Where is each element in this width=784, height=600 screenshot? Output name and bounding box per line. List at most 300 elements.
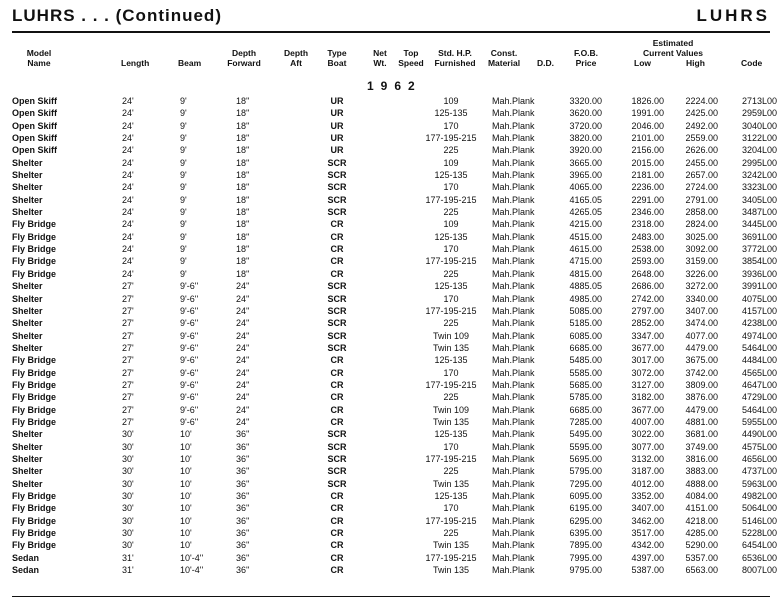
brand-name: LUHRS <box>696 6 770 25</box>
std-hp-cell: 125-135 <box>434 170 468 181</box>
std-hp-cell: 125-135 <box>434 355 468 366</box>
beam-cell: 9' <box>180 231 187 242</box>
type-boat-cell: CR <box>330 552 344 563</box>
table-row <box>0 367 784 379</box>
model-name-cell: Open Skiff <box>12 120 58 131</box>
depth-forward-cell: 18'' <box>236 256 250 267</box>
fob-price-cell: 5795.00 <box>569 466 602 477</box>
depth-forward-cell: 24'' <box>236 305 250 316</box>
fob-price-cell: 6195.00 <box>569 503 602 514</box>
fob-price-cell: 6685.00 <box>569 404 602 415</box>
model-name-cell: Fly Bridge <box>12 219 57 230</box>
type-boat-cell: CR <box>330 565 344 576</box>
code-cell: 5963L00 <box>741 478 777 489</box>
code-cell: 3445L00 <box>741 219 777 230</box>
header-estimated-values: Estimated Current Values <box>643 38 703 58</box>
type-boat-cell: SCR <box>327 330 347 341</box>
value-high-cell: 4881.00 <box>685 416 718 427</box>
value-high-cell: 4285.00 <box>685 528 718 539</box>
model-name-cell: Sedan <box>12 565 40 576</box>
type-boat-cell: SCR <box>327 194 347 205</box>
std-hp-cell: 125-135 <box>434 491 468 501</box>
value-high-cell: 3092.00 <box>685 244 718 255</box>
code-cell: 3204L00 <box>741 145 777 156</box>
model-name-cell: Shelter <box>12 318 43 329</box>
table-row <box>0 391 784 403</box>
model-name-cell: Open Skiff <box>12 145 58 156</box>
value-low-cell: 2852.00 <box>631 318 664 329</box>
depth-forward-cell: 18'' <box>236 268 250 279</box>
const-material-cell: Mah.Plank <box>492 120 535 131</box>
value-low-cell: 3187.00 <box>631 466 664 477</box>
length-cell: 31' <box>122 565 134 576</box>
header-model: Model Name <box>26 48 52 68</box>
code-cell: 8007L00 <box>741 565 777 576</box>
fob-price-cell: 3720.00 <box>569 120 602 131</box>
fob-price-cell: 5085.00 <box>569 305 602 316</box>
fob-price-cell: 3320.00 <box>569 96 602 106</box>
depth-forward-cell: 36'' <box>236 503 250 514</box>
std-hp-cell: 125-135 <box>434 231 468 242</box>
type-boat-cell: CR <box>330 244 344 255</box>
depth-forward-cell: 24'' <box>236 367 250 378</box>
header-code: Code <box>741 58 763 68</box>
fob-price-cell: 5685.00 <box>569 379 602 390</box>
model-name-cell: Fly Bridge <box>12 491 57 501</box>
beam-cell: 9'-6'' <box>180 330 199 341</box>
depth-forward-cell: 36'' <box>236 453 250 464</box>
type-boat-cell: SCR <box>327 429 347 440</box>
length-cell: 27' <box>122 293 134 304</box>
depth-forward-cell: 18'' <box>236 96 250 106</box>
table-row <box>0 564 784 576</box>
code-cell: 5064L00 <box>741 503 777 514</box>
const-material-cell: Mah.Plank <box>492 342 535 353</box>
code-cell: 3854L00 <box>741 256 777 267</box>
std-hp-cell: 177-195-215 <box>425 305 477 316</box>
length-cell: 24' <box>122 207 134 218</box>
type-boat-cell: CR <box>330 379 344 390</box>
value-low-cell: 3462.00 <box>631 515 664 526</box>
fob-price-cell: 5585.00 <box>569 367 602 378</box>
value-high-cell: 4151.00 <box>685 503 718 514</box>
depth-forward-cell: 24'' <box>236 281 250 292</box>
table-row <box>0 255 784 267</box>
model-name-cell: Open Skiff <box>12 133 58 144</box>
table-row <box>0 120 784 132</box>
type-boat-cell: SCR <box>327 305 347 316</box>
length-cell: 24' <box>122 256 134 267</box>
depth-forward-cell: 36'' <box>236 565 250 576</box>
depth-forward-cell: 18'' <box>236 219 250 230</box>
std-hp-cell: 177-195-215 <box>425 552 477 563</box>
beam-cell: 9'-6'' <box>180 281 199 292</box>
beam-cell: 10' <box>180 540 192 551</box>
type-boat-cell: CR <box>330 268 344 279</box>
const-material-cell: Mah.Plank <box>492 515 535 526</box>
depth-forward-cell: 18'' <box>236 194 250 205</box>
code-cell: 2713L00 <box>741 96 777 106</box>
const-material-cell: Mah.Plank <box>492 231 535 242</box>
code-cell: 3487L00 <box>741 207 777 218</box>
beam-cell: 10' <box>180 453 192 464</box>
table-row <box>0 416 784 428</box>
value-high-cell: 3474.00 <box>685 318 718 329</box>
table-row <box>0 107 784 119</box>
type-boat-cell: CR <box>330 256 344 267</box>
value-high-cell: 3742.00 <box>685 367 718 378</box>
code-cell: 6536L00 <box>741 552 777 563</box>
fob-price-cell: 5595.00 <box>569 441 602 452</box>
beam-cell: 9'-6'' <box>180 293 199 304</box>
code-cell: 5228L00 <box>741 528 777 539</box>
std-hp-cell: Twin 135 <box>432 565 470 576</box>
fob-price-cell: 7995.00 <box>569 552 602 563</box>
code-cell: 2959L00 <box>741 108 777 119</box>
depth-forward-cell: 18'' <box>236 244 250 255</box>
std-hp-cell: 125-135 <box>434 281 468 292</box>
beam-cell: 10' <box>180 429 192 440</box>
table-row <box>0 453 784 465</box>
std-hp-cell: 109 <box>443 219 459 230</box>
depth-forward-cell: 36'' <box>236 552 250 563</box>
const-material-cell: Mah.Plank <box>492 491 535 501</box>
header-std-hp: Std. H.P. Furnished <box>434 48 476 68</box>
page-title: LUHRS . . . (Continued) <box>12 6 222 25</box>
type-boat-cell: CR <box>330 540 344 551</box>
code-cell: 4075L00 <box>741 293 777 304</box>
std-hp-cell: 177-195-215 <box>425 515 477 526</box>
value-high-cell: 2626.00 <box>685 145 718 156</box>
type-boat-cell: CR <box>330 491 344 501</box>
std-hp-cell: 225 <box>443 466 459 477</box>
model-name-cell: Fly Bridge <box>12 367 57 378</box>
const-material-cell: Mah.Plank <box>492 133 535 144</box>
fob-price-cell: 6095.00 <box>569 491 602 501</box>
value-low-cell: 4342.00 <box>631 540 664 551</box>
value-high-cell: 3876.00 <box>685 392 718 403</box>
depth-forward-cell: 18'' <box>236 157 250 168</box>
depth-forward-cell: 24'' <box>236 293 250 304</box>
std-hp-cell: 170 <box>443 293 459 304</box>
type-boat-cell: CR <box>330 416 344 427</box>
depth-forward-cell: 24'' <box>236 318 250 329</box>
table-row <box>0 441 784 453</box>
beam-cell: 10'-4'' <box>180 565 204 576</box>
length-cell: 27' <box>122 342 134 353</box>
type-boat-cell: UR <box>330 108 344 119</box>
header-type-boat: Type Boat <box>327 48 347 68</box>
length-cell: 31' <box>122 552 134 563</box>
depth-forward-cell: 18'' <box>236 182 250 193</box>
length-cell: 24' <box>122 219 134 230</box>
std-hp-cell: 125-135 <box>434 429 468 440</box>
beam-cell: 9' <box>180 256 187 267</box>
type-boat-cell: SCR <box>327 478 347 489</box>
length-cell: 30' <box>122 491 134 501</box>
value-high-cell: 3681.00 <box>685 429 718 440</box>
length-cell: 30' <box>122 429 134 440</box>
length-cell: 27' <box>122 330 134 341</box>
value-low-cell: 3677.00 <box>631 342 664 353</box>
fob-price-cell: 4615.00 <box>569 244 602 255</box>
fob-price-cell: 9795.00 <box>569 565 602 576</box>
beam-cell: 10' <box>180 515 192 526</box>
type-boat-cell: SCR <box>327 441 347 452</box>
value-low-cell: 3077.00 <box>631 441 664 452</box>
const-material-cell: Mah.Plank <box>492 96 535 106</box>
std-hp-cell: Twin 109 <box>432 330 470 341</box>
const-material-cell: Mah.Plank <box>492 256 535 267</box>
type-boat-cell: CR <box>330 503 344 514</box>
depth-forward-cell: 18'' <box>236 120 250 131</box>
length-cell: 30' <box>122 528 134 539</box>
type-boat-cell: CR <box>330 355 344 366</box>
model-name-cell: Shelter <box>12 157 43 168</box>
type-boat-cell: SCR <box>327 182 347 193</box>
table-row <box>0 293 784 305</box>
beam-cell: 9' <box>180 207 187 218</box>
const-material-cell: Mah.Plank <box>492 207 535 218</box>
model-name-cell: Sedan <box>12 552 40 563</box>
beam-cell: 9'-6'' <box>180 416 199 427</box>
beam-cell: 9' <box>180 157 187 168</box>
model-name-cell: Shelter <box>12 429 43 440</box>
fob-price-cell: 5695.00 <box>569 453 602 464</box>
model-name-cell: Shelter <box>12 170 43 181</box>
model-name-cell: Shelter <box>12 182 43 193</box>
header-depth-forward: Depth Forward <box>227 48 261 68</box>
model-name-cell: Fly Bridge <box>12 379 57 390</box>
value-low-cell: 3517.00 <box>631 528 664 539</box>
value-low-cell: 3127.00 <box>631 379 664 390</box>
beam-cell: 10' <box>180 441 192 452</box>
type-boat-cell: SCR <box>327 453 347 464</box>
value-low-cell: 3182.00 <box>631 392 664 403</box>
fob-price-cell: 4165.05 <box>569 194 602 205</box>
length-cell: 30' <box>122 515 134 526</box>
std-hp-cell: 177-195-215 <box>425 379 477 390</box>
beam-cell: 10'-4'' <box>180 552 204 563</box>
length-cell: 24' <box>122 157 134 168</box>
fob-price-cell: 6295.00 <box>569 515 602 526</box>
length-cell: 27' <box>122 379 134 390</box>
const-material-cell: Mah.Plank <box>492 318 535 329</box>
std-hp-cell: 225 <box>443 145 459 156</box>
value-low-cell: 3072.00 <box>631 367 664 378</box>
model-name-cell: Fly Bridge <box>12 515 57 526</box>
code-cell: 3936L00 <box>741 268 777 279</box>
depth-forward-cell: 24'' <box>236 404 250 415</box>
table-row <box>0 132 784 144</box>
value-high-cell: 3407.00 <box>685 305 718 316</box>
table-row <box>0 539 784 551</box>
length-cell: 27' <box>122 318 134 329</box>
value-low-cell: 2291.00 <box>631 194 664 205</box>
table-row <box>0 404 784 416</box>
depth-forward-cell: 24'' <box>236 392 250 403</box>
code-cell: 4484L00 <box>741 355 777 366</box>
fob-price-cell: 6395.00 <box>569 528 602 539</box>
table-row <box>0 354 784 366</box>
length-cell: 24' <box>122 96 134 106</box>
value-low-cell: 2686.00 <box>631 281 664 292</box>
code-cell: 5955L00 <box>741 416 777 427</box>
value-low-cell: 4012.00 <box>631 478 664 489</box>
bottom-divider <box>12 596 770 597</box>
depth-forward-cell: 18'' <box>236 170 250 181</box>
value-low-cell: 3407.00 <box>631 503 664 514</box>
length-cell: 24' <box>122 170 134 181</box>
code-cell: 4565L00 <box>741 367 777 378</box>
fob-price-cell: 5485.00 <box>569 355 602 366</box>
length-cell: 30' <box>122 503 134 514</box>
model-name-cell: Fly Bridge <box>12 268 57 279</box>
length-cell: 24' <box>122 231 134 242</box>
depth-forward-cell: 18'' <box>236 231 250 242</box>
value-high-cell: 4479.00 <box>685 342 718 353</box>
table-row <box>0 552 784 564</box>
header-fob-price: F.O.B. Price <box>573 48 599 68</box>
value-high-cell: 3025.00 <box>685 231 718 242</box>
table-row <box>0 95 784 107</box>
type-boat-cell: CR <box>330 404 344 415</box>
depth-forward-cell: 24'' <box>236 416 250 427</box>
header-high: High <box>686 58 705 68</box>
fob-price-cell: 4985.00 <box>569 293 602 304</box>
beam-cell: 9' <box>180 244 187 255</box>
code-cell: 3323L00 <box>741 182 777 193</box>
value-low-cell: 2346.00 <box>631 207 664 218</box>
beam-cell: 9' <box>180 170 187 181</box>
code-cell: 3991L00 <box>741 281 777 292</box>
depth-forward-cell: 36'' <box>236 478 250 489</box>
length-cell: 27' <box>122 355 134 366</box>
const-material-cell: Mah.Plank <box>492 355 535 366</box>
type-boat-cell: SCR <box>327 466 347 477</box>
value-high-cell: 4479.00 <box>685 404 718 415</box>
type-boat-cell: SCR <box>327 342 347 353</box>
type-boat-cell: UR <box>330 133 344 144</box>
value-low-cell: 3132.00 <box>631 453 664 464</box>
depth-forward-cell: 24'' <box>236 330 250 341</box>
std-hp-cell: 170 <box>443 244 459 255</box>
table-row <box>0 231 784 243</box>
depth-forward-cell: 36'' <box>236 466 250 477</box>
table-row <box>0 490 784 502</box>
value-high-cell: 2224.00 <box>685 96 718 106</box>
model-name-cell: Fly Bridge <box>12 231 57 242</box>
fob-price-cell: 4065.00 <box>569 182 602 193</box>
fob-price-cell: 3665.00 <box>569 157 602 168</box>
header-depth-aft: Depth Aft <box>283 48 309 68</box>
length-cell: 24' <box>122 133 134 144</box>
beam-cell: 9'-6'' <box>180 305 199 316</box>
const-material-cell: Mah.Plank <box>492 268 535 279</box>
header-dd: D.D. <box>537 58 554 68</box>
value-low-cell: 3347.00 <box>631 330 664 341</box>
std-hp-cell: 125-135 <box>434 108 468 119</box>
length-cell: 24' <box>122 268 134 279</box>
depth-forward-cell: 36'' <box>236 528 250 539</box>
value-high-cell: 3809.00 <box>685 379 718 390</box>
value-low-cell: 5387.00 <box>631 565 664 576</box>
type-boat-cell: CR <box>330 231 344 242</box>
value-high-cell: 5290.00 <box>685 540 718 551</box>
code-cell: 4238L00 <box>741 318 777 329</box>
depth-forward-cell: 18'' <box>236 133 250 144</box>
code-cell: 4575L00 <box>741 441 777 452</box>
code-cell: 4656L00 <box>741 453 777 464</box>
value-low-cell: 4397.00 <box>631 552 664 563</box>
std-hp-cell: 177-195-215 <box>425 453 477 464</box>
year-heading: 1962 <box>367 79 422 93</box>
beam-cell: 9'-6'' <box>180 392 199 403</box>
code-cell: 3691L00 <box>741 231 777 242</box>
fob-price-cell: 3820.00 <box>569 133 602 144</box>
type-boat-cell: SCR <box>327 207 347 218</box>
const-material-cell: Mah.Plank <box>492 330 535 341</box>
value-low-cell: 2015.00 <box>631 157 664 168</box>
code-cell: 5464L00 <box>741 404 777 415</box>
const-material-cell: Mah.Plank <box>492 108 535 119</box>
code-cell: 4737L00 <box>741 466 777 477</box>
beam-cell: 10' <box>180 466 192 477</box>
fob-price-cell: 3920.00 <box>569 145 602 156</box>
value-high-cell: 2791.00 <box>685 194 718 205</box>
model-name-cell: Fly Bridge <box>12 355 57 366</box>
std-hp-cell: Twin 135 <box>432 416 470 427</box>
const-material-cell: Mah.Plank <box>492 441 535 452</box>
std-hp-cell: 225 <box>443 318 459 329</box>
table-row <box>0 428 784 440</box>
value-high-cell: 2858.00 <box>685 207 718 218</box>
const-material-cell: Mah.Plank <box>492 478 535 489</box>
type-boat-cell: SCR <box>327 170 347 181</box>
header-beam: Beam <box>178 58 202 68</box>
value-low-cell: 2101.00 <box>631 133 664 144</box>
type-boat-cell: CR <box>330 219 344 230</box>
beam-cell: 9'-6'' <box>180 355 199 366</box>
value-high-cell: 3816.00 <box>685 453 718 464</box>
length-cell: 30' <box>122 466 134 477</box>
table-row <box>0 515 784 527</box>
beam-cell: 9' <box>180 108 187 119</box>
const-material-cell: Mah.Plank <box>492 281 535 292</box>
value-low-cell: 3022.00 <box>631 429 664 440</box>
const-material-cell: Mah.Plank <box>492 416 535 427</box>
table-row <box>0 280 784 292</box>
code-cell: 5464L00 <box>741 342 777 353</box>
table-row <box>0 342 784 354</box>
std-hp-cell: 225 <box>443 268 459 279</box>
model-name-cell: Fly Bridge <box>12 256 57 267</box>
value-low-cell: 2538.00 <box>631 244 664 255</box>
value-high-cell: 4888.00 <box>685 478 718 489</box>
fob-price-cell: 3965.00 <box>569 170 602 181</box>
beam-cell: 10' <box>180 478 192 489</box>
model-name-cell: Shelter <box>12 207 43 218</box>
const-material-cell: Mah.Plank <box>492 453 535 464</box>
table-row <box>0 181 784 193</box>
model-name-cell: Shelter <box>12 305 43 316</box>
const-material-cell: Mah.Plank <box>492 392 535 403</box>
std-hp-cell: 225 <box>443 528 459 539</box>
beam-cell: 9' <box>180 194 187 205</box>
length-cell: 24' <box>122 194 134 205</box>
std-hp-cell: 170 <box>443 182 459 193</box>
const-material-cell: Mah.Plank <box>492 182 535 193</box>
